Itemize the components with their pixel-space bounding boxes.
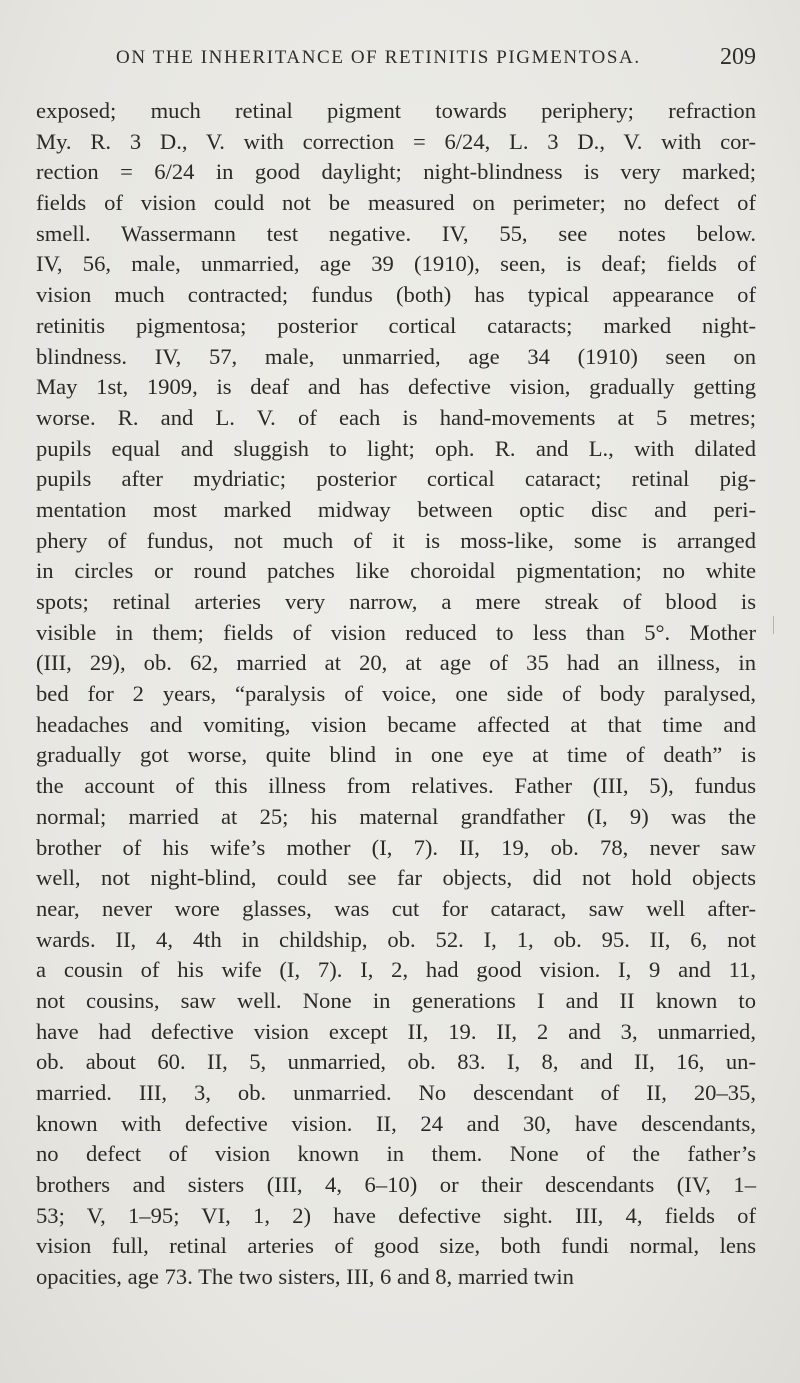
- body-paragraph: [36, 96, 756, 1293]
- text-line: brother of his wife’s mother (I, 7). II, 19, ob. 78, never saw: [36, 834, 756, 860]
- text-line: spots; retinal arteries very narrow, a mere streak of blood is: [36, 589, 756, 614]
- text-line: phery of fundus, not much of it is moss-like, some is arranged: [36, 527, 756, 553]
- text-line: well, not night-blind, could see far objects, did not hold objects: [36, 865, 756, 891]
- text-line: mentation most marked midway between optic disc and peri-: [36, 496, 756, 522]
- page-header: [34, 44, 756, 84]
- text-line: IV, 56, male, unmarried, age 39 (1910), seen, is deaf; fields of: [36, 251, 756, 277]
- text-line: normal; married at 25; his maternal grandfather (I, 9) was the: [36, 803, 756, 829]
- text-line: My. R. 3 D., V. with correction = 6/24, L. 3 D., V. with cor-: [36, 128, 756, 154]
- text-line: 53; V, 1–95; VI, 1, 2) have defective sight. III, 4, fields of: [36, 1202, 756, 1228]
- text-line: married. III, 3, ob. unmarried. No descendant of II, 20–35,: [36, 1080, 756, 1105]
- text-line: a cousin of his wife (I, 7). I, 2, had good vision. I, 9 and 11,: [36, 957, 756, 983]
- text-line: have had defective vision except II, 19. II, 2 and 3, unmarried,: [36, 1018, 756, 1044]
- text-line: near, never wore glasses, was cut for cataract, saw well after-: [36, 895, 756, 921]
- text-line: opacities, age 73. The two sisters, III, 6 and 8, married twin: [36, 1264, 574, 1290]
- text-line: pupils equal and sluggish to light; oph. R. and L., with dilated: [36, 435, 756, 461]
- text-line: no defect of vision known in them. None of the father’s: [36, 1141, 756, 1167]
- text-line: pupils after mydriatic; posterior cortical cataract; retinal pig-: [36, 466, 756, 492]
- text-line: vision much contracted; fundus (both) has typical appearance of: [36, 282, 756, 308]
- text-line: May 1st, 1909, is deaf and has defective vision, gradually getting: [36, 374, 756, 400]
- text-line: not cousins, saw well. None in generations I and II known to: [36, 987, 756, 1013]
- text-line: ob. about 60. II, 5, unmarried, ob. 83. I, 8, and II, 16, un-: [36, 1049, 756, 1075]
- running-title: ON THE INHERITANCE OF RETINITIS PIGMENTOSA.: [116, 47, 641, 68]
- text-line: bed for 2 years, “paralysis of voice, one side of body paralysed,: [36, 681, 756, 707]
- text-line: known with defective vision. II, 24 and 30, have descendants,: [36, 1110, 756, 1136]
- text-line: gradually got worse, quite blind in one eye at time of death” is: [36, 742, 756, 768]
- text-line: rection = 6/24 in good daylight; night-blindness is very marked;: [36, 159, 756, 185]
- text-line: worse. R. and L. V. of each is hand-movements at 5 metres;: [36, 404, 756, 430]
- text-line: smell. Wassermann test negative. IV, 55, see notes below.: [36, 220, 756, 246]
- text-line: (III, 29), ob. 62, married at 20, at age of 35 had an illness, in: [36, 650, 756, 676]
- text-line: retinitis pigmentosa; posterior cortical cataracts; marked night-: [36, 312, 756, 338]
- text-line: wards. II, 4, 4th in childship, ob. 52. I, 1, ob. 95. II, 6, not: [36, 926, 756, 952]
- text-line: in circles or round patches like choroidal pigmentation; no white: [36, 558, 756, 584]
- text-line: headaches and vomiting, vision became affected at that time and: [36, 711, 756, 737]
- text-line: the account of this illness from relatives. Father (III, 5), fundus: [36, 773, 756, 799]
- text-line: brothers and sisters (III, 4, 6–10) or their descendants (IV, 1–: [36, 1172, 756, 1198]
- text-line: exposed; much retinal pigment towards periphery; refraction: [36, 98, 756, 123]
- margin-mark: [773, 616, 782, 634]
- text-line: vision full, retinal arteries of good size, both fundi normal, lens: [36, 1233, 756, 1259]
- text-line: visible in them; fields of vision reduced to less than 5°. Mother: [36, 619, 756, 645]
- text-line: blindness. IV, 57, male, unmarried, age 34 (1910) seen on: [36, 343, 756, 369]
- page-number: 209: [720, 44, 756, 70]
- text-line: fields of vision could not be measured on perimeter; no defect of: [36, 190, 756, 216]
